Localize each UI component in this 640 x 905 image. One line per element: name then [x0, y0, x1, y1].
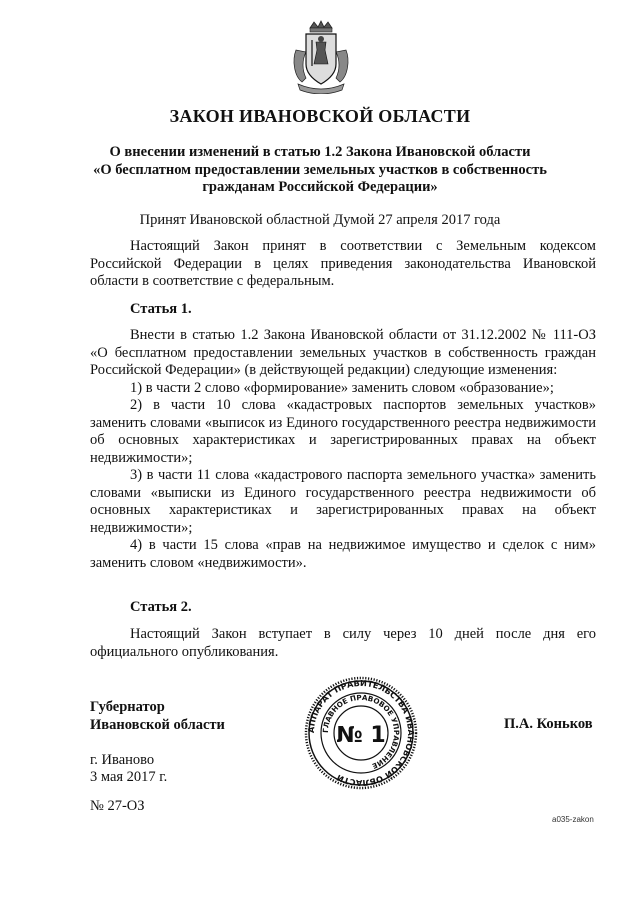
article-1-body: [90, 327, 596, 572]
article-2-heading: Статья 2.: [130, 599, 192, 615]
signatory-title: [90, 698, 225, 734]
article-1-item: 3) в части 11 слова «кадастрового паспорта земельного участка» заменить словами «выписки из Единого государственного реестра недвижимости об основных характеристиках и зарегистрированных правах на объект недвижимости»;: [90, 467, 596, 536]
subtitle-line: «О бесплатном предоставлении земельных участков в собственность: [93, 161, 547, 178]
place: г. Иваново: [90, 752, 155, 768]
article-1-item: 2) в части 10 слова «кадастровых паспортов земельных участков» заменить словами «выписок из Единого государственного реестра недвижимости об основных характеристиках и зарегистрированных правах на объект недвижимости»;: [90, 397, 596, 466]
article-2-text: Настоящий Закон вступает в силу через 10 дней после дня его официального опубликования.: [90, 626, 596, 660]
signatory-title-line: Ивановской области: [90, 717, 225, 733]
coat-of-arms: [290, 20, 352, 94]
law-subtitle: [90, 144, 550, 197]
article-1-heading: Статья 1.: [130, 301, 192, 317]
document-code: а035-zakon: [552, 815, 594, 824]
preamble-text: Настоящий Закон принят в соответствии с Земельным кодексом Российской Федерации в целях приведения законодательства Ивановской области в соответствие с федеральным.: [90, 238, 596, 289]
seal-icon: [304, 676, 418, 790]
signatory-title-line: Губернатор: [90, 699, 165, 715]
signatory-name: П.А. Коньков: [504, 716, 593, 732]
seal-number: № 1: [336, 723, 386, 748]
preamble: [90, 238, 596, 291]
coat-of-arms-icon: [290, 20, 352, 94]
seal-outer-text: АППАРАТ ПРАВИТЕЛЬСТВА ИВАНОВСКОЙ ОБЛАСТИ: [305, 677, 417, 789]
adoption-note: Принят Ивановской областной Думой 27 апреля 2017 года: [139, 212, 501, 228]
article-1-item: 1) в части 2 слово «формирование» заменить словом «образование»;: [130, 379, 554, 396]
official-seal: [304, 676, 418, 790]
subtitle-line: гражданам Российской Федерации»: [202, 179, 438, 195]
article-1-intro: Внести в статью 1.2 Закона Ивановской области от 31.12.2002 № 111-ОЗ «О бесплатном предоставлении земельных участков в собственность граждан Российской Федерации» (в действующей редакции) следующие изменения:: [90, 327, 596, 378]
place-and-date: [90, 752, 167, 786]
seal-inner-text: ГЛАВНОЕ ПРАВОВОЕ УПРАВЛЕНИЕ: [320, 692, 402, 771]
law-number: № 27-ОЗ: [90, 798, 145, 814]
date: 3 мая 2017 г.: [90, 769, 168, 785]
subtitle-line: О внесении изменений в статью 1.2 Закона Ивановской области: [109, 144, 531, 160]
article-2-body: [90, 626, 596, 661]
law-title: ЗАКОН ИВАНОВСКОЙ ОБЛАСТИ: [169, 106, 471, 126]
article-1-item: 4) в части 15 слова «прав на недвижимое имущество и сделок с ним» заменить словом «недвижимости».: [90, 537, 596, 571]
